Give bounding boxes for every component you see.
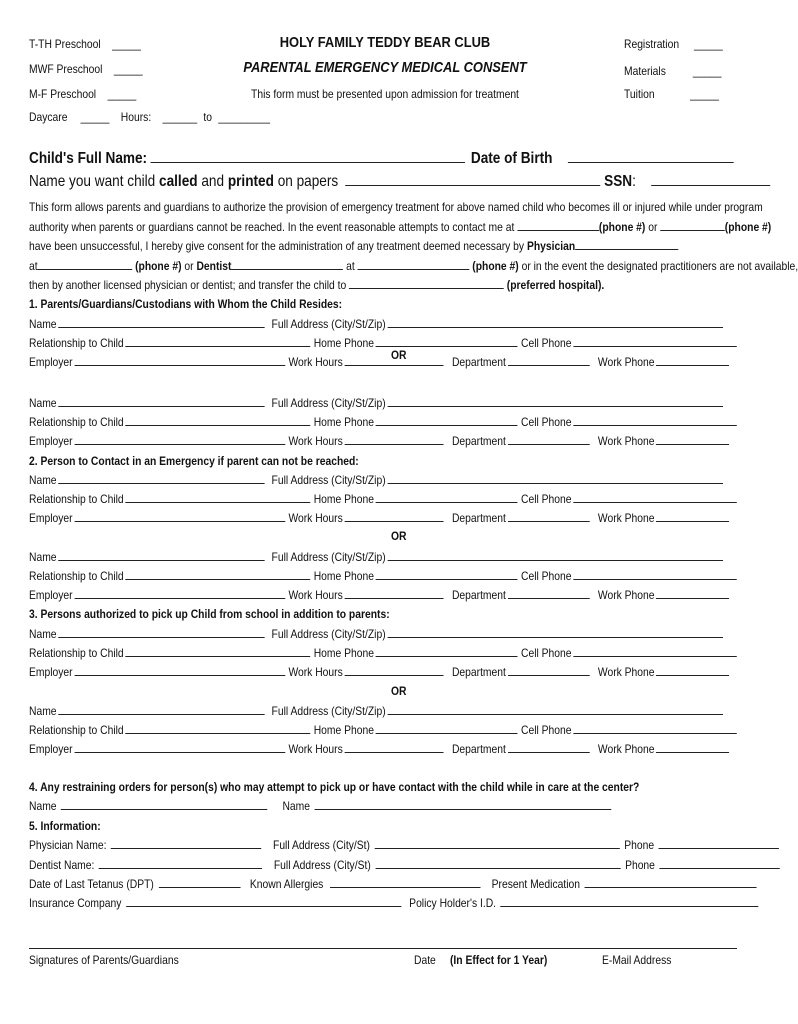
consent-line-5 [29,276,769,296]
tetanus-field[interactable] [158,877,240,888]
consent-line-4-text: or in the event the designated practitioners are not available, [521,258,798,273]
dentist-address-label: Full Address (City/St) [273,858,371,872]
restraining-name-label-1: Name [29,799,57,813]
child-name-label: Child's Full Name: [29,150,148,167]
contact-4-work-hours-field[interactable] [344,588,443,599]
contact-5-address-field[interactable] [387,627,722,638]
allergies-label: Known Allergies [249,877,324,891]
mwf-preschool-label: MWF Preschool [29,62,103,76]
contact-5-work-hours-label: Work Hours [288,665,343,679]
physician-address-label: Full Address (City/St) [273,838,370,852]
mwf-preschool-row [29,62,143,76]
contact-6-employer-label: Employer [29,742,73,756]
contact-2-address-field[interactable] [387,396,722,407]
allergies-field[interactable] [330,877,481,888]
or-text: or [648,219,658,234]
contact-5-cell-phone-field[interactable] [573,646,736,657]
contact-5-name-field[interactable] [58,627,264,638]
contact-6-cell-phone-label: Cell Phone [521,723,572,737]
dentist-phone-label: Phone [625,858,655,872]
physician-name-field[interactable] [111,838,262,849]
contact-4-address-field[interactable] [387,550,722,561]
hours-from-blank[interactable]: ______ [162,110,198,124]
contact-2-name-label: Name [29,396,57,410]
contact-3-department-field[interactable] [508,511,590,522]
child-name-row [29,150,734,168]
contact-4-employer-field[interactable] [74,588,285,599]
child-name-field[interactable] [151,152,466,163]
physician-info-row [29,838,779,852]
hours-to-blank[interactable]: _________ [218,110,271,124]
registration-blank[interactable]: _____ [693,37,723,51]
dentist-field[interactable] [231,259,343,270]
contact-2-name-field[interactable] [58,396,264,407]
or-text-2: or [184,258,194,273]
contact-1-relationship-label: Relationship to Child [29,336,124,350]
tth-preschool-blank[interactable]: _____ [112,37,141,51]
contact-4-relationship-row [29,569,737,583]
contact-5-relationship-field[interactable] [125,646,310,657]
signature-line[interactable] [29,948,737,949]
registration-row [624,37,723,51]
contact-4-work-phone-label: Work Phone [597,588,655,602]
contact-1-address-field[interactable] [387,317,722,328]
dentist-phone-info-field[interactable] [660,858,780,869]
daycare-label: Daycare [29,110,68,124]
called-text-1: Name you want child [29,173,160,190]
physician-name-label: Physician Name: [29,838,107,852]
consent-paragraph [29,198,798,296]
contact-2-work-phone-field[interactable] [656,434,729,445]
policy-label: Policy Holder's I.D. [409,896,497,910]
mf-preschool-blank[interactable]: _____ [107,87,137,101]
contact-1-relationship-field[interactable] [125,336,310,347]
insurance-label: Insurance Company [29,896,122,910]
or-separator-2: OR [391,348,407,362]
contact-3-employer-label: Employer [29,511,73,525]
contact-6-relationship-label: Relationship to Child [29,723,124,737]
contact-4-name-field[interactable] [58,550,264,561]
contact-2-work-hours-label: Work Hours [288,434,343,448]
contact-5-work-phone-field[interactable] [656,665,729,676]
contact-2-relationship-label: Relationship to Child [29,415,124,429]
insurance-field[interactable] [126,896,401,907]
consent-line-3 [29,237,769,257]
contact-4-work-hours-label: Work Hours [288,588,343,602]
mf-preschool-row [29,87,136,101]
physician-field[interactable] [575,239,678,250]
contact-4-home-phone-field[interactable] [376,569,518,580]
contact-1-department-label: Department [451,355,506,369]
contact-3-cell-phone-field[interactable] [573,492,736,503]
phone-3-label: (phone #) [135,258,182,273]
contact-2-work-hours-field[interactable] [344,434,443,445]
contact-2-department-field[interactable] [508,434,590,445]
contact-4-name-label: Name [29,550,57,564]
contact-1-work-hours-label: Work Hours [288,355,343,369]
medication-label: Present Medication [491,877,580,891]
consent-line-1: This form allows parents and guardians to authorize the provision of emergency treatment for above named child who becomes ill or injured while under program [29,200,763,214]
contact-3-work-hours-label: Work Hours [288,511,343,525]
contact-1-address-label: Full Address (City/St/Zip) [271,317,386,331]
restraining-row [29,799,611,813]
contact-6-name-field[interactable] [58,704,264,715]
contact-6-department-label: Department [451,742,506,756]
contact-3-name-row [29,473,723,487]
dentist-label: Dentist [196,258,232,273]
contact-4-cell-phone-label: Cell Phone [521,569,572,583]
admission-note: This form must be presented upon admission for treatment [251,87,519,101]
contact-4-home-phone-label: Home Phone [313,569,374,583]
phone-2-label: (phone #) [724,219,772,234]
contact-1-work-phone-field[interactable] [656,355,729,366]
contact-1-cell-phone-field[interactable] [573,336,736,347]
contact-6-relationship-field[interactable] [125,723,310,734]
contact-1-department-field[interactable] [508,355,590,366]
contact-3-employer-row [29,511,729,525]
tuition-row [624,87,719,101]
dentist-info-row [29,858,780,872]
tetanus-label: Date of Last Tetanus (DPT) [29,877,154,891]
contact-5-work-hours-field[interactable] [344,665,443,676]
consent-line-2-text: authority when parents or guardians cannot be reached. In the event reasonable attempts to contact me at [29,219,515,234]
form-title: PARENTAL EMERGENCY MEDICAL CONSENT [243,59,527,76]
consent-line-3-text: have been unsuccessful, I hereby give consent for the administration of any treatment deemed necessary by [29,239,525,253]
contact-3-employer-field[interactable] [74,511,285,522]
tuition-blank[interactable]: _____ [690,87,719,101]
policy-field[interactable] [501,896,759,907]
email-label: E-Mail Address [602,953,672,967]
contact-6-work-hours-field[interactable] [344,742,443,753]
dentist-name-field[interactable] [99,858,262,869]
contact-5-department-label: Department [451,665,506,679]
section-3-heading: 3. Persons authorized to pick up Child from school in addition to parents: [29,607,390,621]
physician-phone-label: Phone [624,838,655,852]
contact-6-cell-phone-field[interactable] [573,723,736,734]
materials-row [624,64,722,78]
contact-1-home-phone-field[interactable] [376,336,518,347]
hours-to-label: to [203,110,213,124]
contact-5-cell-phone-label: Cell Phone [521,646,572,660]
contact-4-cell-phone-field[interactable] [573,569,736,580]
contact-3-cell-phone-label: Cell Phone [521,492,572,506]
school-title: HOLY FAMILY TEDDY BEAR CLUB [279,34,491,51]
physician-label: Physician [526,239,576,253]
contact-5-address-label: Full Address (City/St/Zip) [271,627,386,641]
physician-phone-field[interactable] [38,259,133,270]
contact-2-employer-label: Employer [29,434,73,448]
contact-2-relationship-row [29,415,737,429]
contact-2-relationship-field[interactable] [125,415,310,426]
printed-word: printed [227,173,274,190]
contact-6-work-phone-field[interactable] [656,742,729,753]
contact-3-relationship-label: Relationship to Child [29,492,124,506]
contact-1-relationship-row [29,336,737,350]
hospital-label: (preferred hospital). [506,278,605,292]
contact-1-employer-label: Employer [29,355,73,369]
called-text-3: on papers [273,173,339,190]
contact-4-employer-label: Employer [29,588,73,602]
section-4-heading: 4. Any restraining orders for person(s) who may attempt to pick up or have contact with the child while in care at the center? [29,780,640,794]
contact-3-name-label: Name [29,473,57,487]
contact-3-department-label: Department [451,511,506,525]
contact-3-relationship-field[interactable] [125,492,310,503]
contact-5-employer-row [29,665,729,679]
contact-6-address-field[interactable] [387,704,722,715]
contact-3-address-label: Full Address (City/St/Zip) [271,473,386,487]
ssn-field[interactable] [652,175,771,186]
contact-6-name-label: Name [29,704,57,718]
section-2-heading: 2. Person to Contact in an Emergency if parent can not be reached: [29,454,359,468]
section-5-heading: 5. Information: [29,819,101,833]
mf-preschool-label: M-F Preschool [29,87,97,101]
tuition-label: Tuition [624,87,655,101]
contact-5-employer-label: Employer [29,665,73,679]
contact-phone-2-field[interactable] [660,220,725,231]
signature-date-label: Date [414,953,436,967]
contact-4-name-row [29,550,723,564]
contact-5-relationship-row [29,646,737,660]
restraining-name-label-2: Name [282,799,310,813]
contact-5-work-phone-label: Work Phone [597,665,655,679]
at-text-1: at [29,258,38,273]
consent-line-2 [29,218,772,238]
contact-3-work-phone-label: Work Phone [597,511,655,525]
contact-3-work-phone-field[interactable] [656,511,729,522]
contact-4-employer-row [29,588,729,602]
materials-blank[interactable]: _____ [692,64,722,78]
contact-5-relationship-label: Relationship to Child [29,646,124,660]
consent-line-5-text: then by another licensed physician or dentist; and transfer the child to [29,278,347,292]
contact-2-employer-row [29,434,729,448]
signatures-label: Signatures of Parents/Guardians [29,953,179,967]
dentist-phone-field[interactable] [358,259,470,270]
or-separator-4: OR [391,529,407,543]
contact-6-employer-field[interactable] [74,742,285,753]
contact-3-home-phone-label: Home Phone [313,492,374,506]
contact-1-employer-field[interactable] [74,355,285,366]
physician-phone-info-field[interactable] [659,838,779,849]
contact-6-employer-row [29,742,729,756]
contact-6-relationship-row [29,723,737,737]
materials-label: Materials [624,64,666,78]
phone-4-label: (phone #) [472,258,519,273]
contact-1-cell-phone-label: Cell Phone [521,336,572,350]
contact-5-name-label: Name [29,627,57,641]
contact-3-address-field[interactable] [387,473,722,484]
effect-label: (In Effect for 1 Year) [450,953,548,967]
contact-3-home-phone-field[interactable] [376,492,518,503]
contact-3-name-field[interactable] [58,473,264,484]
called-name-field[interactable] [345,175,600,186]
contact-1-name-label: Name [29,317,57,331]
ssn-label: SSN [604,173,633,190]
at-text-2: at [346,258,355,273]
daycare-row [29,110,270,124]
contact-3-relationship-row [29,492,737,506]
insurance-info-row [29,896,759,910]
contact-2-department-label: Department [451,434,506,448]
consent-line-4 [29,257,798,277]
mwf-preschool-blank[interactable]: _____ [113,62,143,76]
dentist-address-field[interactable] [375,858,620,869]
contact-5-department-field[interactable] [508,665,590,676]
dentist-name-label: Dentist Name: [29,858,95,872]
contact-4-relationship-label: Relationship to Child [29,569,124,583]
contact-5-employer-field[interactable] [74,665,285,676]
contact-5-home-phone-label: Home Phone [313,646,374,660]
contact-1-name-field[interactable] [58,317,264,328]
hours-label: Hours: [120,110,152,124]
section-1-heading: 1. Parents/Guardians/Custodians with Whom the Child Resides: [29,297,343,311]
contact-6-name-row [29,704,723,718]
physician-address-field[interactable] [375,838,620,849]
dob-label: Date of Birth [470,150,553,167]
child-called-row: Name you want child called and printed on papers SSN: [29,173,771,191]
contact-2-cell-phone-label: Cell Phone [521,415,572,429]
contact-3-work-hours-field[interactable] [344,511,443,522]
contact-1-name-row [29,317,723,331]
contact-5-home-phone-field[interactable] [376,646,518,657]
contact-2-name-row [29,396,723,410]
contact-6-home-phone-label: Home Phone [313,723,374,737]
contact-6-work-hours-label: Work Hours [288,742,343,756]
contact-phone-1-field[interactable] [517,220,599,231]
contact-4-address-label: Full Address (City/St/Zip) [271,550,386,564]
contact-4-work-phone-field[interactable] [656,588,729,599]
tth-preschool-row [29,37,141,51]
contact-6-department-field[interactable] [508,742,590,753]
medical-info-row [29,877,757,891]
contact-1-employer-row [29,355,729,369]
phone-1-label: (phone #) [598,219,646,234]
or-separator-6: OR [391,684,407,698]
contact-5-name-row [29,627,723,641]
contact-2-work-phone-label: Work Phone [597,434,655,448]
contact-2-employer-field[interactable] [74,434,285,445]
tth-preschool-label: T-TH Preschool [29,37,101,51]
daycare-blank[interactable]: _____ [80,110,110,124]
hospital-field[interactable] [349,278,504,289]
contact-4-department-label: Department [451,588,506,602]
dob-field[interactable] [568,152,734,163]
contact-2-address-label: Full Address (City/St/Zip) [271,396,386,410]
called-word: called [159,173,198,190]
contact-2-home-phone-field[interactable] [376,415,518,426]
contact-6-address-label: Full Address (City/St/Zip) [271,704,386,718]
contact-2-cell-phone-field[interactable] [573,415,736,426]
contact-6-home-phone-field[interactable] [376,723,518,734]
contact-6-work-phone-label: Work Phone [597,742,655,756]
contact-4-department-field[interactable] [508,588,590,599]
contact-1-work-phone-label: Work Phone [597,355,655,369]
called-text-2: and [197,173,228,190]
restraining-name-field-1[interactable] [61,799,267,810]
contact-1-home-phone-label: Home Phone [313,336,374,350]
contact-2-home-phone-label: Home Phone [313,415,374,429]
registration-label: Registration [624,37,680,51]
medication-field[interactable] [585,877,757,888]
contact-4-relationship-field[interactable] [125,569,310,580]
restraining-name-field-2[interactable] [315,799,612,810]
